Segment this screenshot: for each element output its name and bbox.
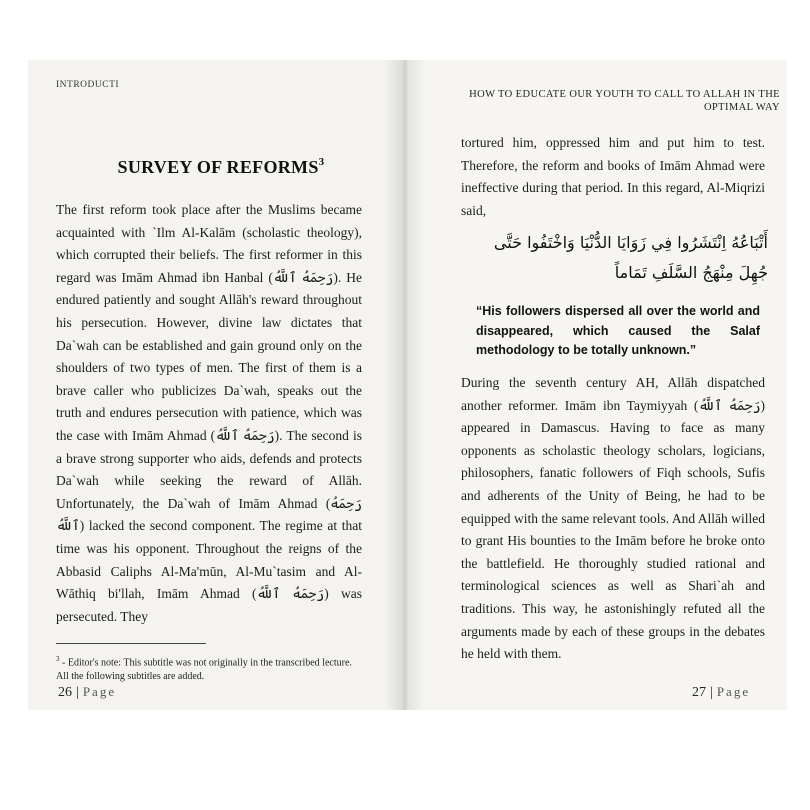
left-running-head: INTRODUCTI [56, 80, 120, 90]
right-body-top-paragraph: tortured him, oppressed him and put him to test. Therefore, the reform and books of Imām Ahmad were ineffective during that period. In this regard, Al-Miqrizi said, [461, 135, 765, 218]
footnote-text: - Editor's note: This subtitle was not originally in the transcribed lecture. All the following subtitles are added. [56, 657, 352, 683]
right-body-bottom-paragraph: During the seventh century AH, Allāh dispatched another reformer. Imām ibn Taymiyyah (رَحِمَهُ ٱللَّهُ) appeared in Damascus. Having to face as many opponents as scholastic theology scholars, logicians, philosophers, fanatic followers of Fiqh schools, Sufis and adherents of the Unity of Being, he had to be equipped with the same relevant tools. And Allāh willed to grant His bounties to the Imām before he broke onto the battlefield. He thoroughly studied rational and terminological sciences as well as Shari`ah and traditions. This way, he astonishingly refuted all the arguments made by each of these groups in the debates he held with them. [461, 375, 766, 662]
footnote [56, 652, 362, 684]
page-number-separator: | [76, 685, 79, 700]
right-running-head: HOW TO EDUCATE OUR YOUTH TO CALL TO ALLAH IN THE OPTIMAL WAY [469, 89, 780, 113]
right-page-number [692, 684, 750, 701]
translation-quote: “His followers dispersed all over the world and disappeared, which caused the Salaf methodology to be totally unknown.” [476, 304, 760, 357]
right-body-bottom-column [461, 372, 765, 666]
footnote-mark: 3 [56, 655, 60, 663]
right-page-word: Page [716, 684, 751, 699]
right-body-top-column [461, 132, 765, 222]
left-page-number-value: 26 [58, 685, 72, 700]
chapter-title-text: SURVEY OF REFORMS [117, 157, 319, 177]
left-page-number [58, 684, 116, 701]
right-page-number-value: 27 [692, 685, 706, 700]
left-body-paragraph: The first reform took place after the Muslims became acquainted with `Ilm Al-Kalām (scholastic theology), which corrupted their beliefs. The first reformer in this regard was Imām Ahmad ibn Hanbal (رَحِمَهُ ٱللَّهُ). He endured patiently and sought Allāh's reward throughout his persecution. However, divine law dictates that Da`wah can be established and gain ground only on the shoulders of two types of men. The first of them is a brave caller who publicizes Da`wah, speaks out the truth and endures persecution with patience, which was the case with Imām Ahmad (رَحِمَهُ ٱللَّهُ). The second is a brave strong supporter who aids, defends and protects Da`wah while seeking the reward of Allāh. Unfortunately, the Da`wah of Imām Ahmad (رَحِمَهُ ٱللَّهُ) lacked the second component. The regime at that time was his opponent. Throughout the reigns of the Abbasid Caliphs Al-Ma'mūn, Al-Mu`tasim and Al-Wāthiq bi'llah, Imām Ahmad (رَحِمَهُ ٱللَّهُ) was persecuted. They [56, 202, 362, 624]
page-number-separator: | [710, 685, 713, 700]
arabic-quote: أَتْبَاعُهُ اِنْتَشَرُوا فِي زَوَايَا الدُّنْيَا وَاخْتَفُوا حَتَّى جُهِلَ مِنْهَجُ السَّلَفِ تَمَاماً [493, 233, 768, 282]
book-gutter-shadow [385, 60, 425, 710]
chapter-title [56, 156, 386, 178]
left-body-column [56, 199, 362, 628]
left-page-word: Page [82, 684, 117, 699]
footnote-divider [56, 643, 206, 644]
title-footnote-mark: 3 [318, 156, 325, 168]
